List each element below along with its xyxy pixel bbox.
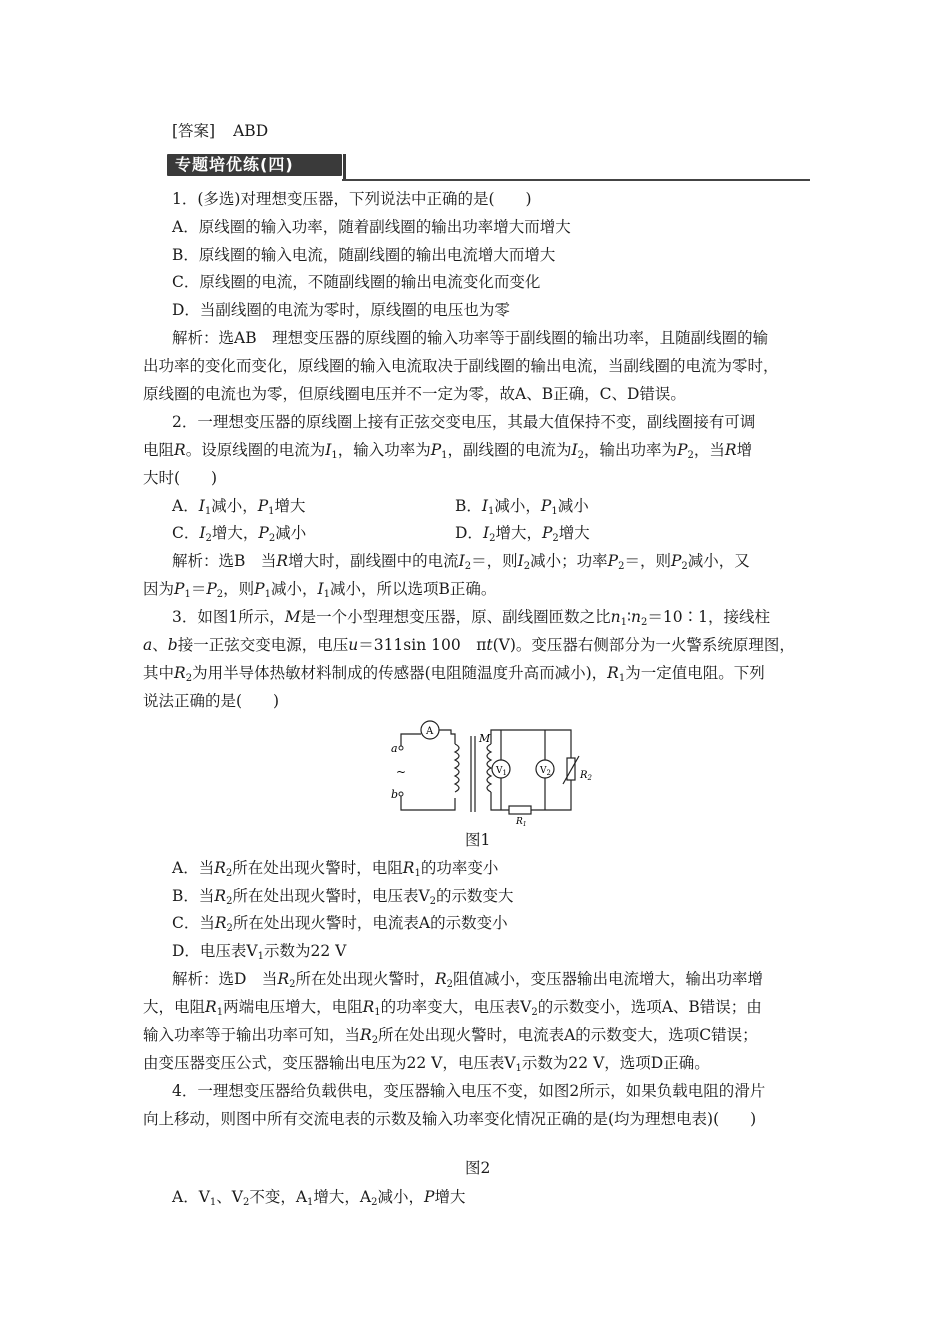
q2-stem-2: 电阻R。设原线圈的电流为$I_1$，输入功率为$P_1$，副线圈的电流为$I_2$，输出功率为$P_2$，当R增: [143, 441, 753, 461]
q2-option-a: A．$I_1$减小，$P_1$增大: [172, 497, 306, 517]
svg-text:R1: $R_1$: [516, 817, 527, 828]
primary-wire: [401, 734, 421, 746]
answer-label: [答案]: [172, 122, 216, 140]
q3-option-c: C．当$R_2$所在处出现火警时，电流表A的示数变小: [172, 914, 508, 934]
q3-explanation-4: 由变压器变压公式，变压器输出电压为22 V，电压表$V_1$示数为22 V，选项D正确。: [143, 1054, 710, 1074]
q1-option-c: C．原线圈的电流，不随副线圈的输出电流变化而变化: [172, 273, 541, 291]
q1-stem: 1．(多选)对理想变压器，下列说法中正确的是( ): [172, 190, 532, 208]
figure-1-caption: 图1: [465, 831, 491, 849]
secondary-coil: [487, 744, 491, 792]
q1-option-d: D．当副线圈的电流为零时，原线圈的电压也为零: [172, 301, 510, 319]
q3-explanation-2: 大，电阻$R_1$两端电压增大，电阻$R_1$的功率变大，电压表$V_2$的示数变小，选项A、B错误；由: [143, 998, 762, 1018]
terminal-a-icon: [399, 746, 403, 750]
q3-stem-1: 3．如图1所示，M是一个小型理想变压器，原、副线圈匝数之比$n_1∶n_2=10∶1$，接线柱: [172, 608, 770, 628]
svg-text:A: A: [426, 726, 434, 737]
q1-explanation-1: 解析：选AB 理想变压器的原线圈的输入功率等于副线圈的输出功率，且随副线圈的输: [172, 329, 769, 347]
figure-2-caption: 图2: [465, 1159, 491, 1177]
q2-stem-1: 2．一理想变压器的原线圈上接有正弦交变电压，其最大值保持不变，副线圈接有可调: [172, 413, 756, 431]
q1-option-a: A．原线圈的输入功率，随着副线圈的输出功率增大而增大: [172, 218, 571, 236]
q1-explanation-2: 出功率的变化而变化，原线圈的输入电流取决于副线圈的输出电流，当副线圈的电流为零时，: [143, 357, 779, 375]
svg-text:~: ~: [396, 765, 407, 779]
q4-stem-2: 向上移动，则图中所有交流电表的示数及输入功率变化情况正确的是(均为理想电表)( ): [143, 1110, 757, 1128]
primary-coil: [455, 744, 459, 792]
header-divider: [343, 154, 346, 180]
q2-option-d: D．$I_2$增大，$P_2$增大: [455, 524, 590, 544]
q3-option-d: D．电压表$V_1$示数为22 V: [172, 942, 347, 962]
resistor-r1-icon: [509, 806, 531, 814]
answer-line: [172, 121, 268, 141]
svg-text:M: M: [479, 732, 491, 745]
svg-text:V1: $V_1$: [496, 766, 507, 777]
circuit-diagram: [385, 716, 605, 828]
q2-explanation-1: 解析：选B 当R增大时，副线圈中的电流$I_2=$，则$I_2$减小；功率$P_2=$，则$P_2$减小，又: [172, 552, 750, 572]
q1-explanation-3: 原线圈的电流也为零，但原线圈电压并不一定为零，故A、B正确，C、D错误。: [143, 385, 686, 403]
svg-text:a: a: [391, 742, 398, 755]
q3-explanation-1: 解析：选D 当$R_2$所在处出现火警时，$R_2$阻值减小，变压器输出电流增大，输出功率增: [172, 970, 764, 990]
q2-explanation-2: 因为$P_1=P_2$，则$P_1$减小，$I_1$减小，所以选项B正确。: [143, 580, 497, 600]
q2-stem-3: 大时( ): [143, 469, 218, 487]
q3-explanation-3: 输入功率等于输出功率可知，当$R_2$所在处出现火警时，电流表A的示数变大，选项C错误；: [143, 1026, 758, 1046]
q3-option-b: B．当$R_2$所在处出现火警时，电压表$V_2$的示数变大: [172, 887, 514, 907]
q2-option-b: B．$I_1$减小，$P_1$减小: [455, 497, 589, 517]
svg-text:R2: $R_2$: [580, 770, 592, 782]
q3-stem-4: 说法正确的是( ): [143, 692, 280, 710]
svg-text:V2: $V_2$: [540, 766, 551, 777]
q3-option-a: A．当$R_2$所在处出现火警时，电阻$R_1$的功率变小: [172, 859, 499, 879]
answer-value: ABD: [233, 122, 269, 140]
header-rule: [342, 179, 810, 181]
q2-option-c: C．$I_2$增大，$P_2$减小: [172, 524, 307, 544]
section-header: [167, 154, 342, 176]
q4-stem-1: 4．一理想变压器给负载供电，变压器输入电压不变，如图2所示，如果负载电阻的滑片: [172, 1082, 766, 1100]
q1-option-b: B．原线圈的输入电流，随副线圈的输出电流增大而增大: [172, 246, 556, 264]
q4-option-a: A．$V_1$、$V_2$不变，$A_1$增大，$A_2$减小，P增大: [172, 1188, 466, 1208]
svg-text:b: b: [391, 788, 399, 801]
terminal-b-icon: [399, 792, 403, 796]
q3-stem-2: a、b接一正弦交变电源，电压u＝311sin 100 πt(V)。变压器右侧部分为一火警系统原理图，: [143, 636, 795, 654]
q3-stem-3: 其中$R_2$为用半导体热敏材料制成的传感器(电阻随温度升高而减小)，$R_1$为一定值电阻。下列: [143, 664, 765, 684]
section-title: 专题培优练(四): [175, 155, 294, 174]
